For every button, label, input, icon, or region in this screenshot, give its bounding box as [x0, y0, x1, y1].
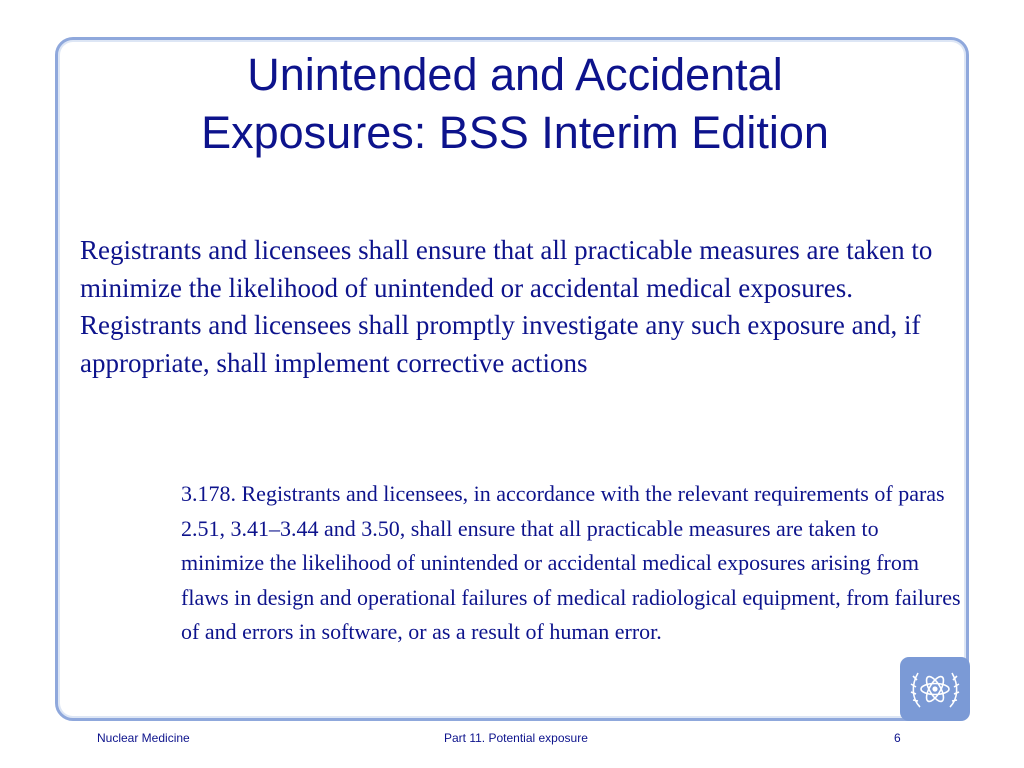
footer-page-number: 6	[894, 731, 901, 745]
body-paragraph: Registrants and licensees shall ensure that all practicable measures are taken to minimize the likelihood of unintended or accidental medical exposures. Registrants and licensees shall promptly investigate any such exposure and, if appropriate, shall implement corrective actions	[80, 235, 933, 378]
footer-course-name: Nuclear Medicine	[97, 731, 190, 745]
iaea-atom-laurel-icon	[906, 661, 964, 717]
iaea-logo	[900, 657, 970, 721]
title-line-1: Unintended and Accidental	[247, 49, 783, 100]
slide-title	[90, 46, 940, 162]
quoted-requirement: 3.178. Registrants and licensees, in accordance with the relevant requirements of paras 2.51, 3.41–3.44 and 3.50, shall ensure that all practicable measures are taken to minimize the likelihood of unintended or accidental medical exposures arising from flaws in design and operational failures of medical radiological equipment, from failures of and errors in software, or as a result of human error.	[181, 481, 961, 644]
footer-part-title: Part 11. Potential exposure	[444, 731, 588, 745]
title-line-2: Exposures: BSS Interim Edition	[201, 107, 829, 158]
